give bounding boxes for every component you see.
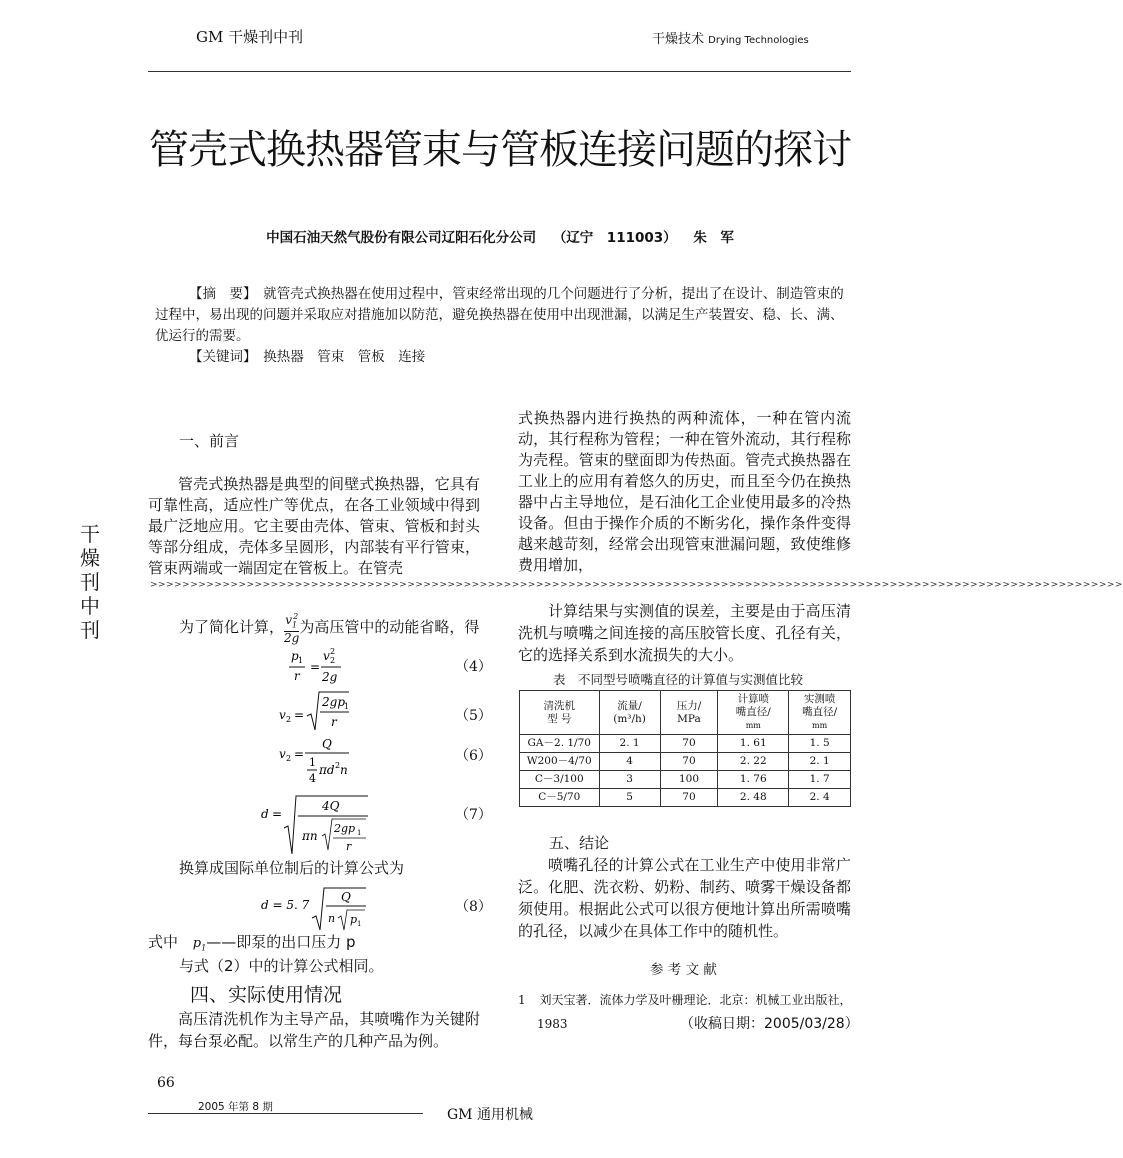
section-4-text: 高压清洗机作为主导产品，其喷嘴作为关键附件，每台泵必配。以常生产的几种产品为例。 (148, 1010, 480, 1050)
svg-text:n: n (328, 912, 336, 925)
svg-text:2gp: 2gp (334, 822, 356, 835)
svg-text:2: 2 (330, 656, 336, 665)
svg-text:n: n (340, 763, 348, 777)
svg-text:p: p (291, 649, 299, 663)
svg-text:r: r (346, 840, 352, 853)
svg-text:2: 2 (286, 754, 292, 763)
header-right-en: Drying Technologies (708, 35, 809, 46)
equation-5 (277, 690, 367, 734)
sidebar-vertical-label (78, 522, 102, 642)
received-date: （收稿日期：2005/03/28） (680, 1016, 859, 1032)
where-label: 式中 (148, 933, 179, 951)
references-heading: 参 考 文 献 (650, 962, 717, 978)
running-header-left: GM 干燥刊中刊 (196, 28, 304, 46)
equation-number-8: （8） (455, 899, 492, 915)
svg-text:=: = (294, 708, 305, 722)
equation-number-6: （6） (455, 748, 492, 764)
footer-rule (148, 1113, 423, 1114)
table-header-cell: 压力/ MPa (660, 691, 718, 735)
author-name: 朱 军 (693, 230, 734, 246)
footer-journal: GM 通用机械 (447, 1107, 533, 1123)
equation-number-7: （7） (455, 807, 492, 823)
svg-text:2: 2 (330, 647, 336, 656)
affiliation-location: （辽宁 111003） (552, 230, 677, 246)
svg-text:r: r (294, 669, 300, 683)
table-row: W200－4/70 4 70 2. 22 2. 1 (520, 753, 851, 771)
section-4-body (148, 1008, 480, 1052)
table-header-row (520, 691, 851, 735)
svg-text:1: 1 (344, 702, 350, 711)
intro-right-column (518, 408, 851, 576)
svg-text:=: = (310, 660, 321, 674)
svg-text:v: v (279, 708, 286, 722)
results-paragraph (518, 600, 851, 666)
table-row: GA－2. 1/70 2. 1 70 1. 61 1. 5 (520, 735, 851, 753)
sidebar-char: 干 (80, 522, 100, 546)
svg-text:πd: πd (319, 763, 335, 777)
where-text: ——即泵的出口压力 p (206, 933, 356, 951)
affiliation-org: 中国石油天然气股份有限公司辽阳石化分公司 (266, 230, 537, 246)
table-header-cell: 清洗机 型 号 (520, 691, 600, 735)
reference-number: 1 (518, 993, 526, 1007)
same-as-text: 与式（2）中的计算公式相同。 (179, 957, 384, 975)
intro-right-text: 式换热器内进行换热的两种流体，一种在管内流动，其行程称为管程；一种在管外流动，其行程称为壳程。管束的壁面即为传热面。管壳式换热器在工业上的应用有着悠久的历史，而且至今仍在换热器中占主导地位，是石油化工企业使用最多的冷热设备。但由于操作介质的不断劣化，操作条件变得越来越苛刻，经常会出现管束泄漏问题，致使维修费用增加， (518, 409, 851, 574)
formula-intro (179, 610, 499, 645)
svg-text:Q: Q (322, 737, 332, 751)
table-header-cell: 计算喷 嘴直径/ mm (718, 691, 789, 735)
intro-left-text: 管壳式换热器是典型的间壁式换热器，它具有可靠性高，适应性广等优点，在各工业领域中得到最广泛地应用。它主要由壳体、管束、管板和封头等部分组成，壳体多呈圆形，内部装有平行管束，管束两端或一端固定在管板上。在管壳 (148, 475, 480, 577)
table-row: C－5/70 5 70 2. 48 2. 4 (520, 789, 851, 807)
keywords-label: 【关键词】 (189, 349, 250, 365)
page-number: 66 (157, 1075, 175, 1091)
svg-text:2: 2 (335, 761, 341, 770)
table-header-cell: 实测喷 嘴直径/ mm (789, 691, 851, 735)
affiliation-line (0, 226, 1000, 246)
formula-intro-pre: 为了简化计算， (179, 618, 285, 637)
sidebar-char: 中 (80, 594, 100, 618)
table-header-cell: 流量/ (m³/h) (599, 691, 660, 735)
section-4-heading: 四、实际使用情况 (190, 984, 343, 1006)
table-row: C－3/100 3 100 1. 76 1. 7 (520, 771, 851, 789)
equation-number-5: （5） (455, 708, 492, 724)
svg-text:v: v (279, 747, 286, 761)
svg-text:v: v (323, 649, 330, 663)
equation-6 (277, 736, 367, 790)
where-symbol: $p_1$ (192, 936, 207, 953)
svg-text:r: r (331, 715, 337, 729)
svg-text:1: 1 (357, 920, 362, 928)
intro-heading: 一、前言 (179, 432, 240, 450)
formula-intro-post: 为高压管中的动能省略，得 (299, 618, 480, 637)
keywords-text: 换热器 管束 管板 连接 (263, 349, 426, 365)
equation-8 (258, 884, 378, 932)
svg-text:1: 1 (298, 656, 304, 665)
keywords-paragraph (155, 347, 855, 368)
header-right-cn: 干燥技术 (652, 32, 705, 47)
where-clause (148, 932, 488, 959)
svg-text:d: d (261, 807, 269, 821)
conclusion-body (518, 854, 851, 942)
svg-text:2gp: 2gp (322, 695, 345, 709)
inline-fraction: $\frac{v_1^2}{2g}$ (284, 612, 300, 646)
equation-8-coefficient: d = 5. 7 (261, 898, 310, 912)
abstract-paragraph (155, 284, 855, 347)
table-caption: 表 不同型号喷嘴直径的计算值与实测值比较 (553, 672, 804, 687)
reference-text: 刘天宝著．流体力学及叶栅理论．北京：机械工业出版社， (539, 993, 852, 1007)
abstract-label: 【摘 要】 (189, 286, 250, 302)
abstract-block (155, 284, 855, 368)
reference-1 (518, 988, 858, 1012)
equation-number-4: （4） (455, 659, 492, 675)
svg-text:Q: Q (341, 890, 351, 904)
section-5-heading: 五、结论 (549, 834, 610, 852)
sidebar-char: 燥 (80, 546, 100, 570)
equation-4 (285, 646, 365, 686)
article-separator: >>>>>>>>>>>>>>>>>>>>>>>>>>>>>>>>>>>>>>>>>>>>>>>>>>>>>>>>>>>>>>>>>>>>>>>>>>>>>>>>>>>>>>>>>>>>>>>>>>>>>>>>>>>>>>>>>>>>>>>>> (150, 580, 1123, 590)
conclusion-text: 喷嘴孔径的计算公式在工业生产中使用非常广泛。化肥、洗衣粉、奶粉、制药、喷雾干燥设备都须使用。根据此公式可以很方便地计算出所需喷嘴的孔径，以减少在具体工作中的随机性。 (518, 856, 851, 940)
svg-text:=: = (272, 807, 283, 821)
article-title: 管壳式换热器管束与管板连接问题的探讨 (149, 127, 851, 173)
svg-text:1: 1 (309, 756, 316, 769)
running-header-right (652, 28, 809, 47)
abstract-text: 就管壳式换热器在使用过程中，管束经常出现的几个问题进行了分析，提出了在设计、制造管束的过程中，易出现的问题并采取应对措施加以防范，避免换热器在使用中出现泄漏，以满足生产装置安、稳、长、满、优运行的需要。 (155, 286, 844, 344)
sidebar-char: 刊 (80, 618, 100, 642)
svg-text:=: = (294, 747, 305, 761)
svg-text:πn: πn (302, 829, 318, 843)
equation-7 (258, 792, 378, 858)
comparison-table (519, 690, 851, 807)
svg-text:2: 2 (286, 715, 292, 724)
header-rule (148, 71, 851, 72)
svg-text:2g: 2g (322, 670, 338, 684)
sidebar-char: 刊 (80, 570, 100, 594)
converted-formula-text: 换算成国际单位制后的计算公式为 (179, 859, 405, 877)
svg-text:4: 4 (309, 772, 316, 785)
reference-year: 1983 (537, 1017, 568, 1031)
svg-text:4Q: 4Q (322, 799, 340, 813)
intro-left-column (148, 474, 480, 579)
svg-text:1: 1 (357, 829, 362, 837)
results-text: 计算结果与实测值的误差，主要是由于高压清洗机与喷嘴之间连接的高压胶管长度、孔径有关，它的选择关系到水流损失的大小。 (518, 602, 851, 664)
svg-text:p: p (350, 913, 358, 926)
issue-label: 2005 年第 8 期 (198, 1101, 273, 1113)
